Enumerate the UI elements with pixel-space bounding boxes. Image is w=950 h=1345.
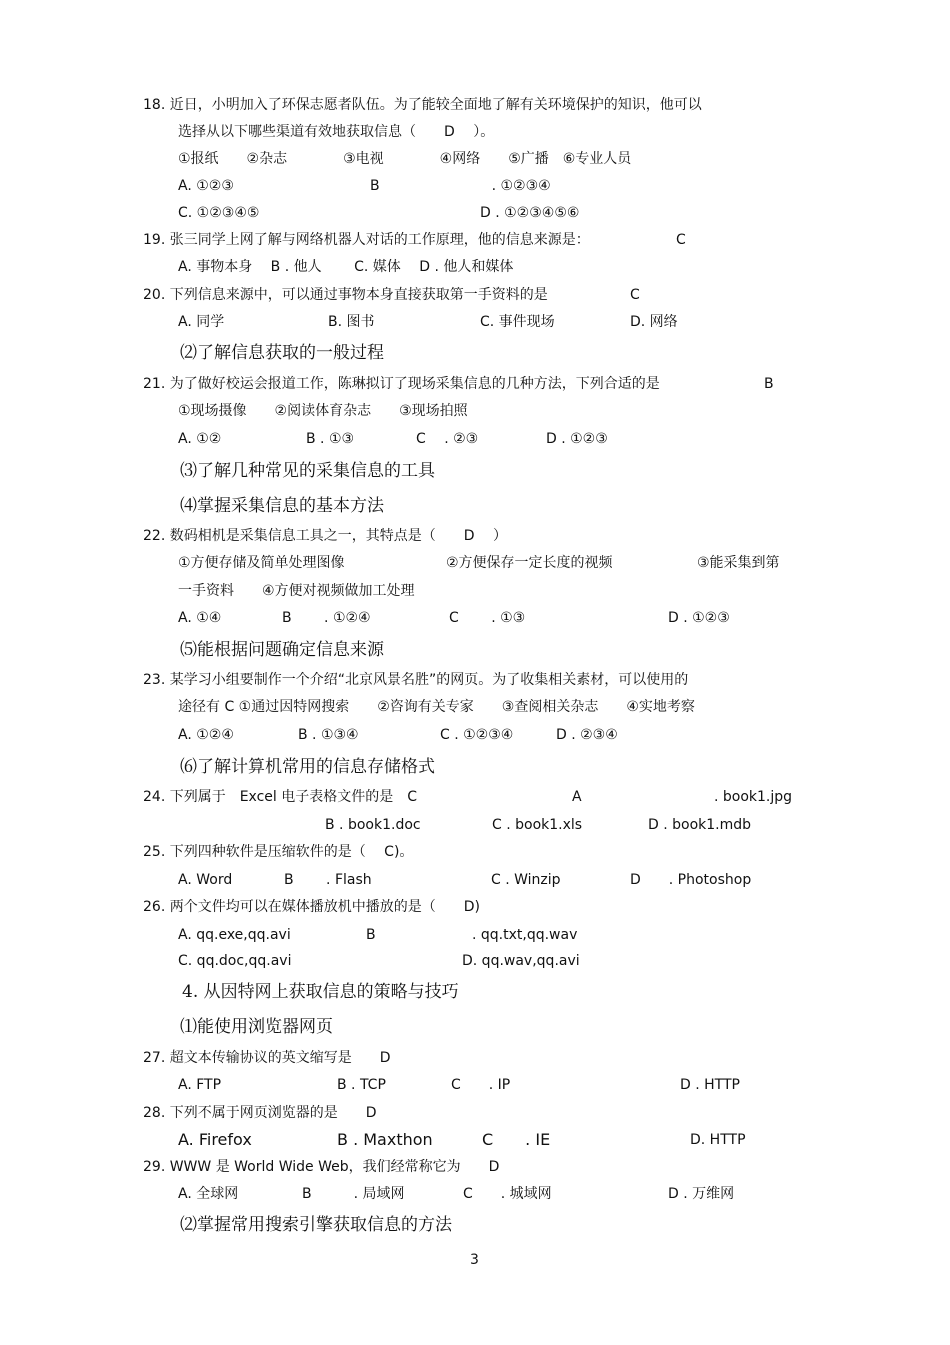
q24-stem: 24. 下列属于 Excel 电子表格文件的是 C	[143, 789, 418, 805]
q18-stem: 18. 近日，小明加入了环保志愿者队伍。为了能较全面地了解有关环境保护的知识，他可以	[143, 97, 702, 113]
q26-option-a: A. qq.exe,qq.avi	[178, 927, 291, 943]
q24-option-b: B . book1.doc	[325, 817, 421, 833]
q27-option-d: D . HTTP	[680, 1077, 740, 1093]
q18-items: ①报纸 ②杂志 ③电视 ④网络 ⑤广播 ⑥专业人员	[178, 151, 632, 167]
q29-option-a: A. 全球网	[178, 1186, 239, 1202]
q21-option-a: A. ①②	[178, 431, 222, 447]
q28-option-d: D. HTTP	[690, 1132, 746, 1148]
q25-option-d: D . Photoshop	[630, 872, 752, 888]
q20-stem: 20. 下列信息来源中，可以通过事物本身直接获取第一手资料的是	[143, 287, 548, 303]
q25-stem: 25. 下列四种软件是压缩软件的是（ C)。	[143, 844, 414, 860]
q19-options: A. 事物本身 B . 他人 C. 媒体 D . 他人和媒体	[178, 259, 514, 275]
q22-item-1: ①方便存储及简单处理图像	[178, 555, 345, 571]
q22-option-a: A. ①④	[178, 610, 222, 626]
q23-option-c: C . ①②③④	[440, 727, 514, 743]
q22-item-3: ③能采集到第	[697, 555, 780, 571]
q27-option-c: C . IP	[451, 1077, 511, 1093]
q29-option-b: B . 局域网	[302, 1186, 405, 1202]
q21-option-c: C . ②③	[416, 431, 479, 447]
section-heading-5: ⑸能根据问题确定信息来源	[180, 640, 384, 660]
q22-item-cont: 一手资料 ④方便对视频做加工处理	[178, 583, 415, 599]
q29-option-d: D . 万维网	[668, 1186, 735, 1202]
q25-option-a: A. Word	[178, 872, 233, 888]
q19-stem: 19. 张三同学上网了解与网络机器人对话的工作原理，他的信息来源是：	[143, 232, 590, 248]
q19-answer: C	[676, 232, 686, 248]
q24-option-a-letter: A	[572, 789, 582, 805]
section-heading-3: ⑶了解几种常见的采集信息的工具	[180, 461, 435, 481]
q26-option-c: C. qq.doc,qq.avi	[178, 953, 292, 969]
q23-stem-cont: 途径有 C ①通过因特网搜索 ②咨询有关专家 ③查阅相关杂志 ④实地考察	[178, 699, 695, 715]
q28-option-b: B . Maxthon	[337, 1130, 433, 1149]
q22-item-2: ②方便保存一定长度的视频	[446, 555, 613, 571]
q18-option-b: B . ①②③④	[370, 178, 551, 194]
q20-option-a: A. 同学	[178, 314, 225, 330]
q26-option-b-letter: B	[366, 927, 376, 943]
q21-answer: B	[764, 376, 774, 392]
q27-option-a: A. FTP	[178, 1077, 222, 1093]
section-heading-2: ⑵了解信息获取的一般过程	[180, 343, 384, 363]
q18-option-c: C. ①②③④⑤	[178, 205, 260, 221]
page-number: 3	[470, 1252, 479, 1268]
q29-option-c: C . 城域网	[463, 1186, 552, 1202]
q21-option-d: D . ①②③	[546, 431, 608, 447]
q22-option-d: D . ①②③	[668, 610, 730, 626]
q21-items: ①现场摄像 ②阅读体育杂志 ③现场拍照	[178, 403, 468, 419]
q18-option-a: A. ①②③	[178, 178, 234, 194]
q21-option-b: B . ①③	[306, 431, 355, 447]
q23-option-b: B . ①③④	[298, 727, 359, 743]
q28-stem: 28. 下列不属于网页浏览器的是 D	[143, 1105, 377, 1121]
q26-stem: 26. 两个文件均可以在媒体播放机中播放的是（ D)	[143, 899, 480, 915]
section-heading-6: ⑹了解计算机常用的信息存储格式	[180, 757, 435, 777]
q18-option-d: D . ①②③④⑤⑥	[480, 205, 580, 221]
q22-option-b: B . ①②④	[282, 610, 371, 626]
q29-stem: 29. WWW 是 World Wide Web，我们经常称它为 D	[143, 1159, 500, 1175]
section-heading-main-4: 4. 从因特网上获取信息的策略与技巧	[182, 982, 459, 1002]
q23-stem: 23. 某学习小组要制作一个介绍“北京风景名胜”的网页。为了收集相关素材，可以使用的	[143, 672, 689, 688]
q18-stem-cont: 选择从以下哪些渠道有效地获取信息（ D ）。	[178, 124, 495, 140]
q22-option-c: C . ①③	[449, 610, 526, 626]
q23-option-a: A. ①②④	[178, 727, 234, 743]
q22-stem: 22. 数码相机是采集信息工具之一，其特点是（ D ）	[143, 528, 507, 544]
q23-option-d: D . ②③④	[556, 727, 618, 743]
q21-stem: 21. 为了做好校运会报道工作，陈琳拟订了现场采集信息的几种方法，下列合适的是	[143, 376, 660, 392]
q26-option-b: . qq.txt,qq.wav	[472, 927, 578, 943]
q20-option-d: D. 网络	[630, 314, 678, 330]
q28-option-a: A. Firefox	[178, 1130, 252, 1149]
q27-option-b: B . TCP	[337, 1077, 386, 1093]
q20-answer: C	[630, 287, 640, 303]
q24-option-d: D . book1.mdb	[648, 817, 752, 833]
q27-stem: 27. 超文本传输协议的英文缩写是 D	[143, 1050, 391, 1066]
q20-option-b: B. 图书	[328, 314, 375, 330]
section-heading-7: ⑴能使用浏览器网页	[180, 1017, 333, 1037]
section-heading-4: ⑷掌握采集信息的基本方法	[180, 496, 384, 516]
q28-option-c: C . IE	[482, 1130, 551, 1149]
q24-option-c: C . book1.xls	[492, 817, 583, 833]
q25-option-b: B . Flash	[284, 872, 372, 888]
q26-option-d: D. qq.wav,qq.avi	[462, 953, 580, 969]
q20-option-c: C. 事件现场	[480, 314, 555, 330]
section-heading-8: ⑵掌握常用搜索引擎获取信息的方法	[180, 1215, 452, 1235]
q25-option-c: C . Winzip	[491, 872, 561, 888]
q24-option-a: . book1.jpg	[714, 789, 793, 805]
